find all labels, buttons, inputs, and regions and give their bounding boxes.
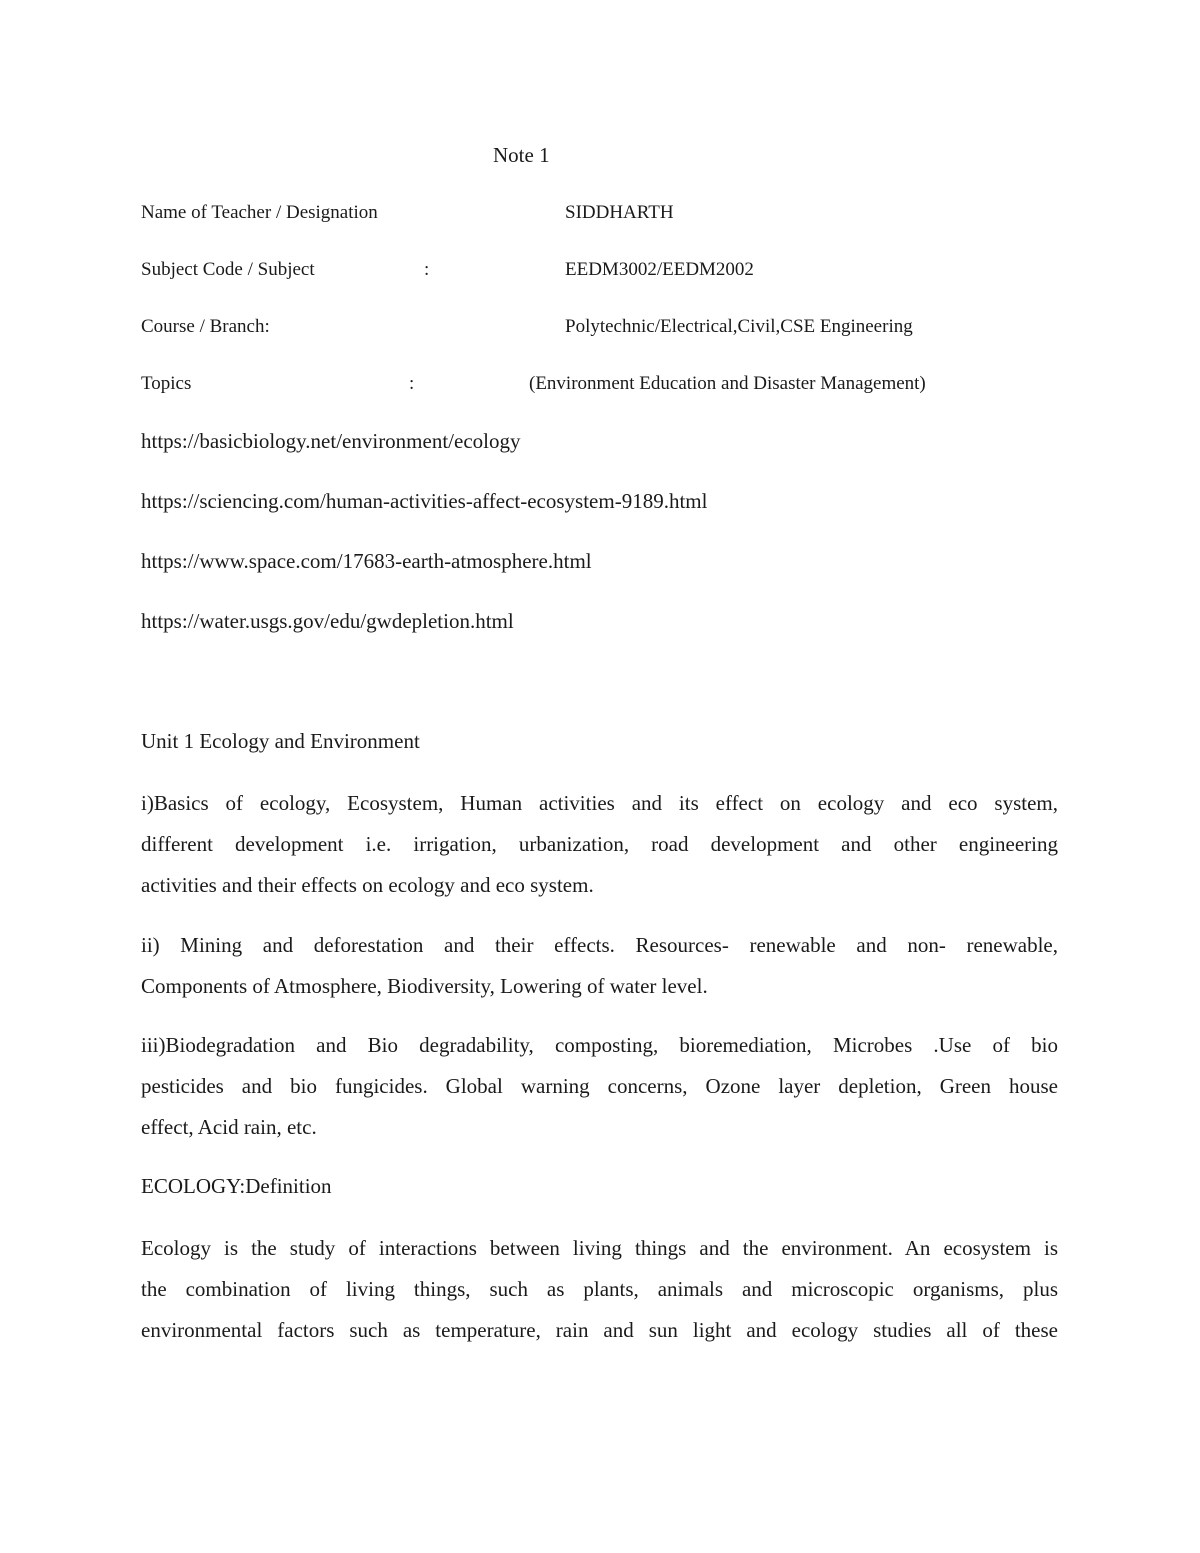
info-key: Course / Branch: (141, 316, 270, 337)
reference-link[interactable]: https://www.space.com/17683-earth-atmosphere.html (141, 549, 592, 573)
info-key: Subject Code / Subject (141, 259, 315, 280)
ecology-definition-paragraph (141, 1228, 1058, 1351)
paragraph-line: effect, Acid rain, etc. (141, 1115, 317, 1139)
paragraph-line: i)Basics of ecology, Ecosystem, Human activities and its effect on ecology and eco system, (141, 791, 1058, 815)
unit-heading: Unit 1 Ecology and Environment (141, 729, 420, 753)
info-key: Name of Teacher / Designation (141, 202, 378, 223)
info-key: Topics (141, 373, 192, 394)
topic-ii-paragraph (141, 925, 1058, 1007)
info-row-teacher (141, 202, 1061, 230)
paragraph-line: iii)Biodegradation and Bio degradability, composting, bioremediation, Microbes .Use of bio (141, 1033, 1058, 1057)
paragraph-line: Components of Atmosphere, Biodiversity, Lowering of water level. (141, 974, 708, 998)
reference-link[interactable]: https://basicbiology.net/environment/ecology (141, 429, 521, 453)
info-row-subject (141, 259, 1061, 287)
reference-link[interactable]: https://sciencing.com/human-activities-affect-ecosystem-9189.html (141, 489, 708, 513)
info-value: Polytechnic/Electrical,Civil,CSE Engineering (565, 316, 913, 337)
info-value: EEDM3002/EEDM2002 (565, 259, 754, 280)
paragraph-line: pesticides and bio fungicides. Global warning concerns, Ozone layer depletion, Green house (141, 1074, 1058, 1098)
info-colon: : (409, 373, 415, 394)
paragraph-line: Ecology is the study of interactions between living things and the environment. An ecosystem is (141, 1236, 1058, 1260)
note-title: Note 1 (493, 143, 550, 167)
reference-link[interactable]: https://water.usgs.gov/edu/gwdepletion.html (141, 609, 514, 633)
paragraph-line: the combination of living things, such as plants, animals and microscopic organisms, plus (141, 1277, 1058, 1301)
paragraph-line: activities and their effects on ecology and eco system. (141, 873, 594, 897)
paragraph-line: ii) Mining and deforestation and their effects. Resources- renewable and non- renewable, (141, 933, 1058, 957)
paragraph-line: environmental factors such as temperature, rain and sun light and ecology studies all of these (141, 1318, 1058, 1342)
ecology-heading: ECOLOGY:Definition (141, 1174, 332, 1198)
info-row-topics (141, 373, 1061, 401)
paragraph-line: different development i.e. irrigation, urbanization, road development and other engineering (141, 832, 1058, 856)
topic-i-paragraph (141, 783, 1058, 906)
info-colon: : (424, 259, 430, 280)
info-value: (Environment Education and Disaster Management) (529, 373, 926, 394)
topic-iii-paragraph (141, 1025, 1058, 1148)
info-value: SIDDHARTH (565, 202, 674, 223)
info-row-course (141, 316, 1061, 344)
